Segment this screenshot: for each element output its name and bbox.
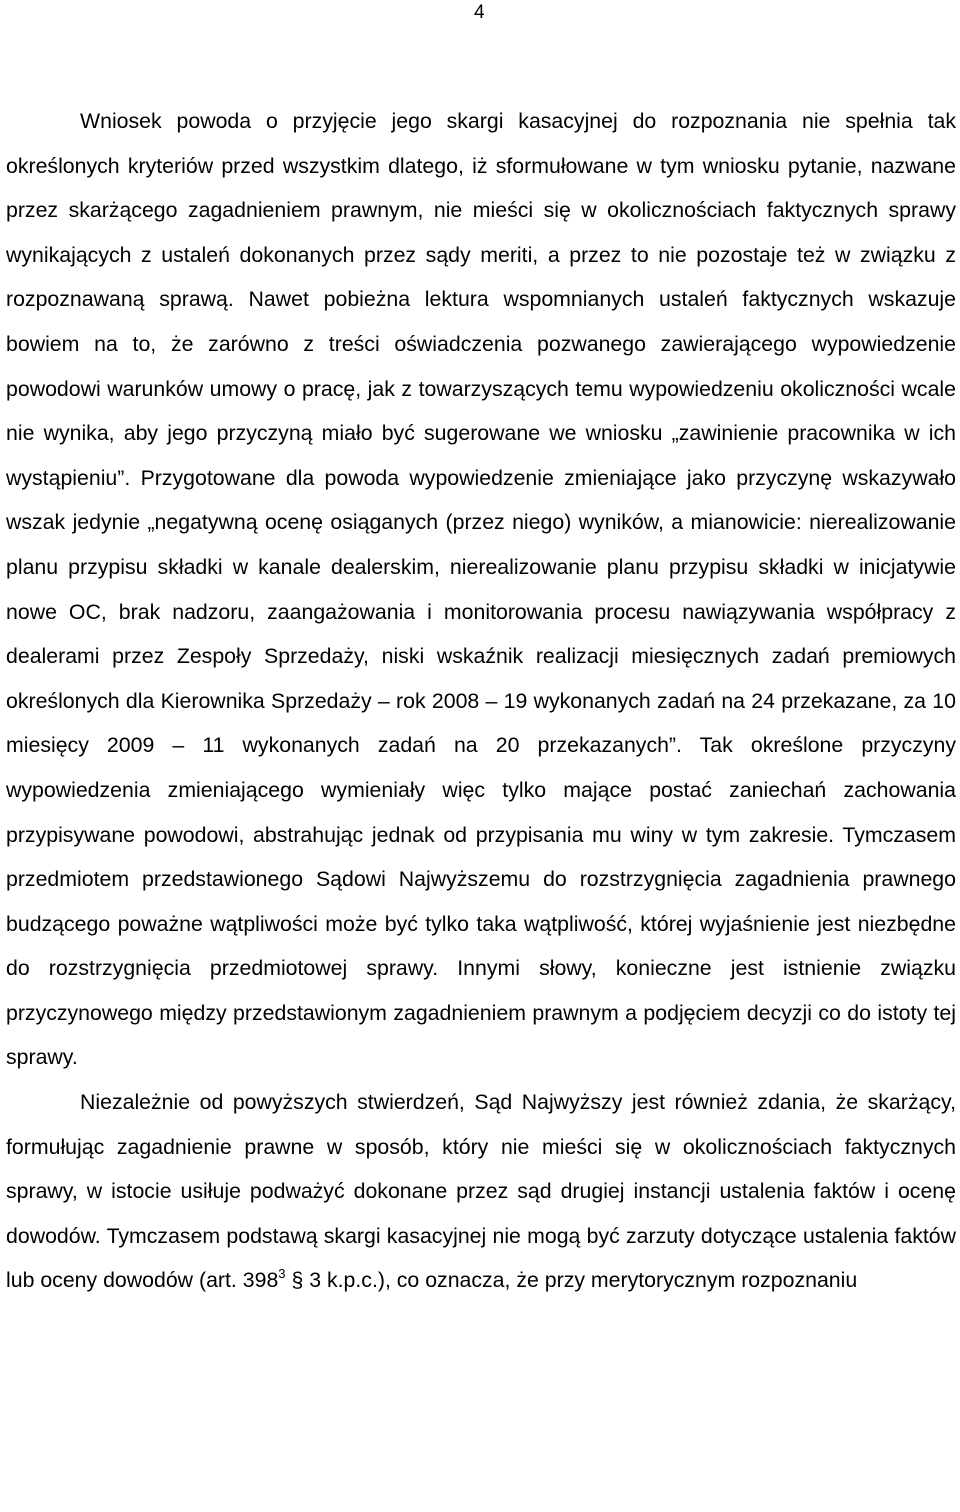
paragraph-2 <box>6 1080 956 1303</box>
document-body <box>6 99 956 1303</box>
paragraph-1: Wniosek powoda o przyjęcie jego skargi kasacyjnej do rozpoznania nie spełnia tak określonych kryteriów przed wszystkim dlatego, iż sformułowane w tym wniosku pytanie, nazwane przez skarżącego zagadnieniem prawnym, nie mieści się w okolicznościach faktycznych sprawy wynikających z ustaleń dokonanych przez sądy meriti, a przez to nie pozostaje też w związku z rozpoznawaną sprawą. Nawet pobieżna lektura wspomnianych ustaleń faktycznych wskazuje bowiem na to, że zarówno z treści oświadczenia pozwanego zawierającego wypowiedzenie powodowi warunków umowy o pracę, jak z towarzyszących temu wypowiedzeniu okoliczności wcale nie wynika, aby jego przyczyną miało być sugerowane we wniosku „zawinienie pracownika w ich wystąpieniu”. Przygotowane dla powoda wypowiedzenie zmieniające jako przyczynę wskazywało wszak jedynie „negatywną ocenę osiąganych (przez niego) wyników, a mianowicie: nierealizowanie planu przypisu składki w kanale dealerskim, nierealizowanie planu przypisu składki w inicjatywie nowe OC, brak nadzoru, zaangażowania i monitorowania procesu nawiązywania współpracy z dealerami przez Zespoły Sprzedaży, niski wskaźnik realizacji miesięcznych zadań premiowych określonych dla Kierownika Sprzedaży – rok 2008 – 19 wykonanych zadań na 24 przekazane, za 10 miesięcy 2009 – 11 wykonanych zadań na 20 przekazanych”. Tak określone przyczyny wypowiedzenia zmieniającego wymieniały więc tylko mające postać zaniechań zachowania przypisywane powodowi, abstrahując jednak od przypisania mu winy w tym zakresie. Tymczasem przedmiotem przedstawionego Sądowi Najwyższemu do rozstrzygnięcia zagadnienia prawnego budzącego poważne wątpliwości może być tylko taka wątpliwość, której wyjaśnienie jest niezbędne do rozstrzygnięcia przedmiotowej sprawy. Innymi słowy, konieczne jest istnienie związku przyczynowego między przedstawionym zagadnieniem prawnym a podjęciem decyzji co do istoty tej sprawy. <box>6 109 956 1070</box>
paragraph-2-text-after: § 3 k.p.c.), co oznacza, że przy merytorycznym rozpoznaniu <box>285 1268 858 1293</box>
paragraph-2-text-before: Niezależnie od powyższych stwierdzeń, Sąd Najwyższy jest również zdania, że skarżący, formułując zagadnienie prawne w sposób, który nie mieści się w okolicznościach faktycznych sprawy, w istocie usiłuje podważyć dokonane przez sąd drugiej instancji ustalenia faktów i ocenę dowodów. Tymczasem podstawą skargi kasacyjnej nie mogą być zarzuty dotyczące ustalenia faktów lub oceny dowodów (art. 398 <box>6 1090 956 1293</box>
page-number: 4 <box>474 2 485 23</box>
article-superscript: 3 <box>278 1266 286 1282</box>
